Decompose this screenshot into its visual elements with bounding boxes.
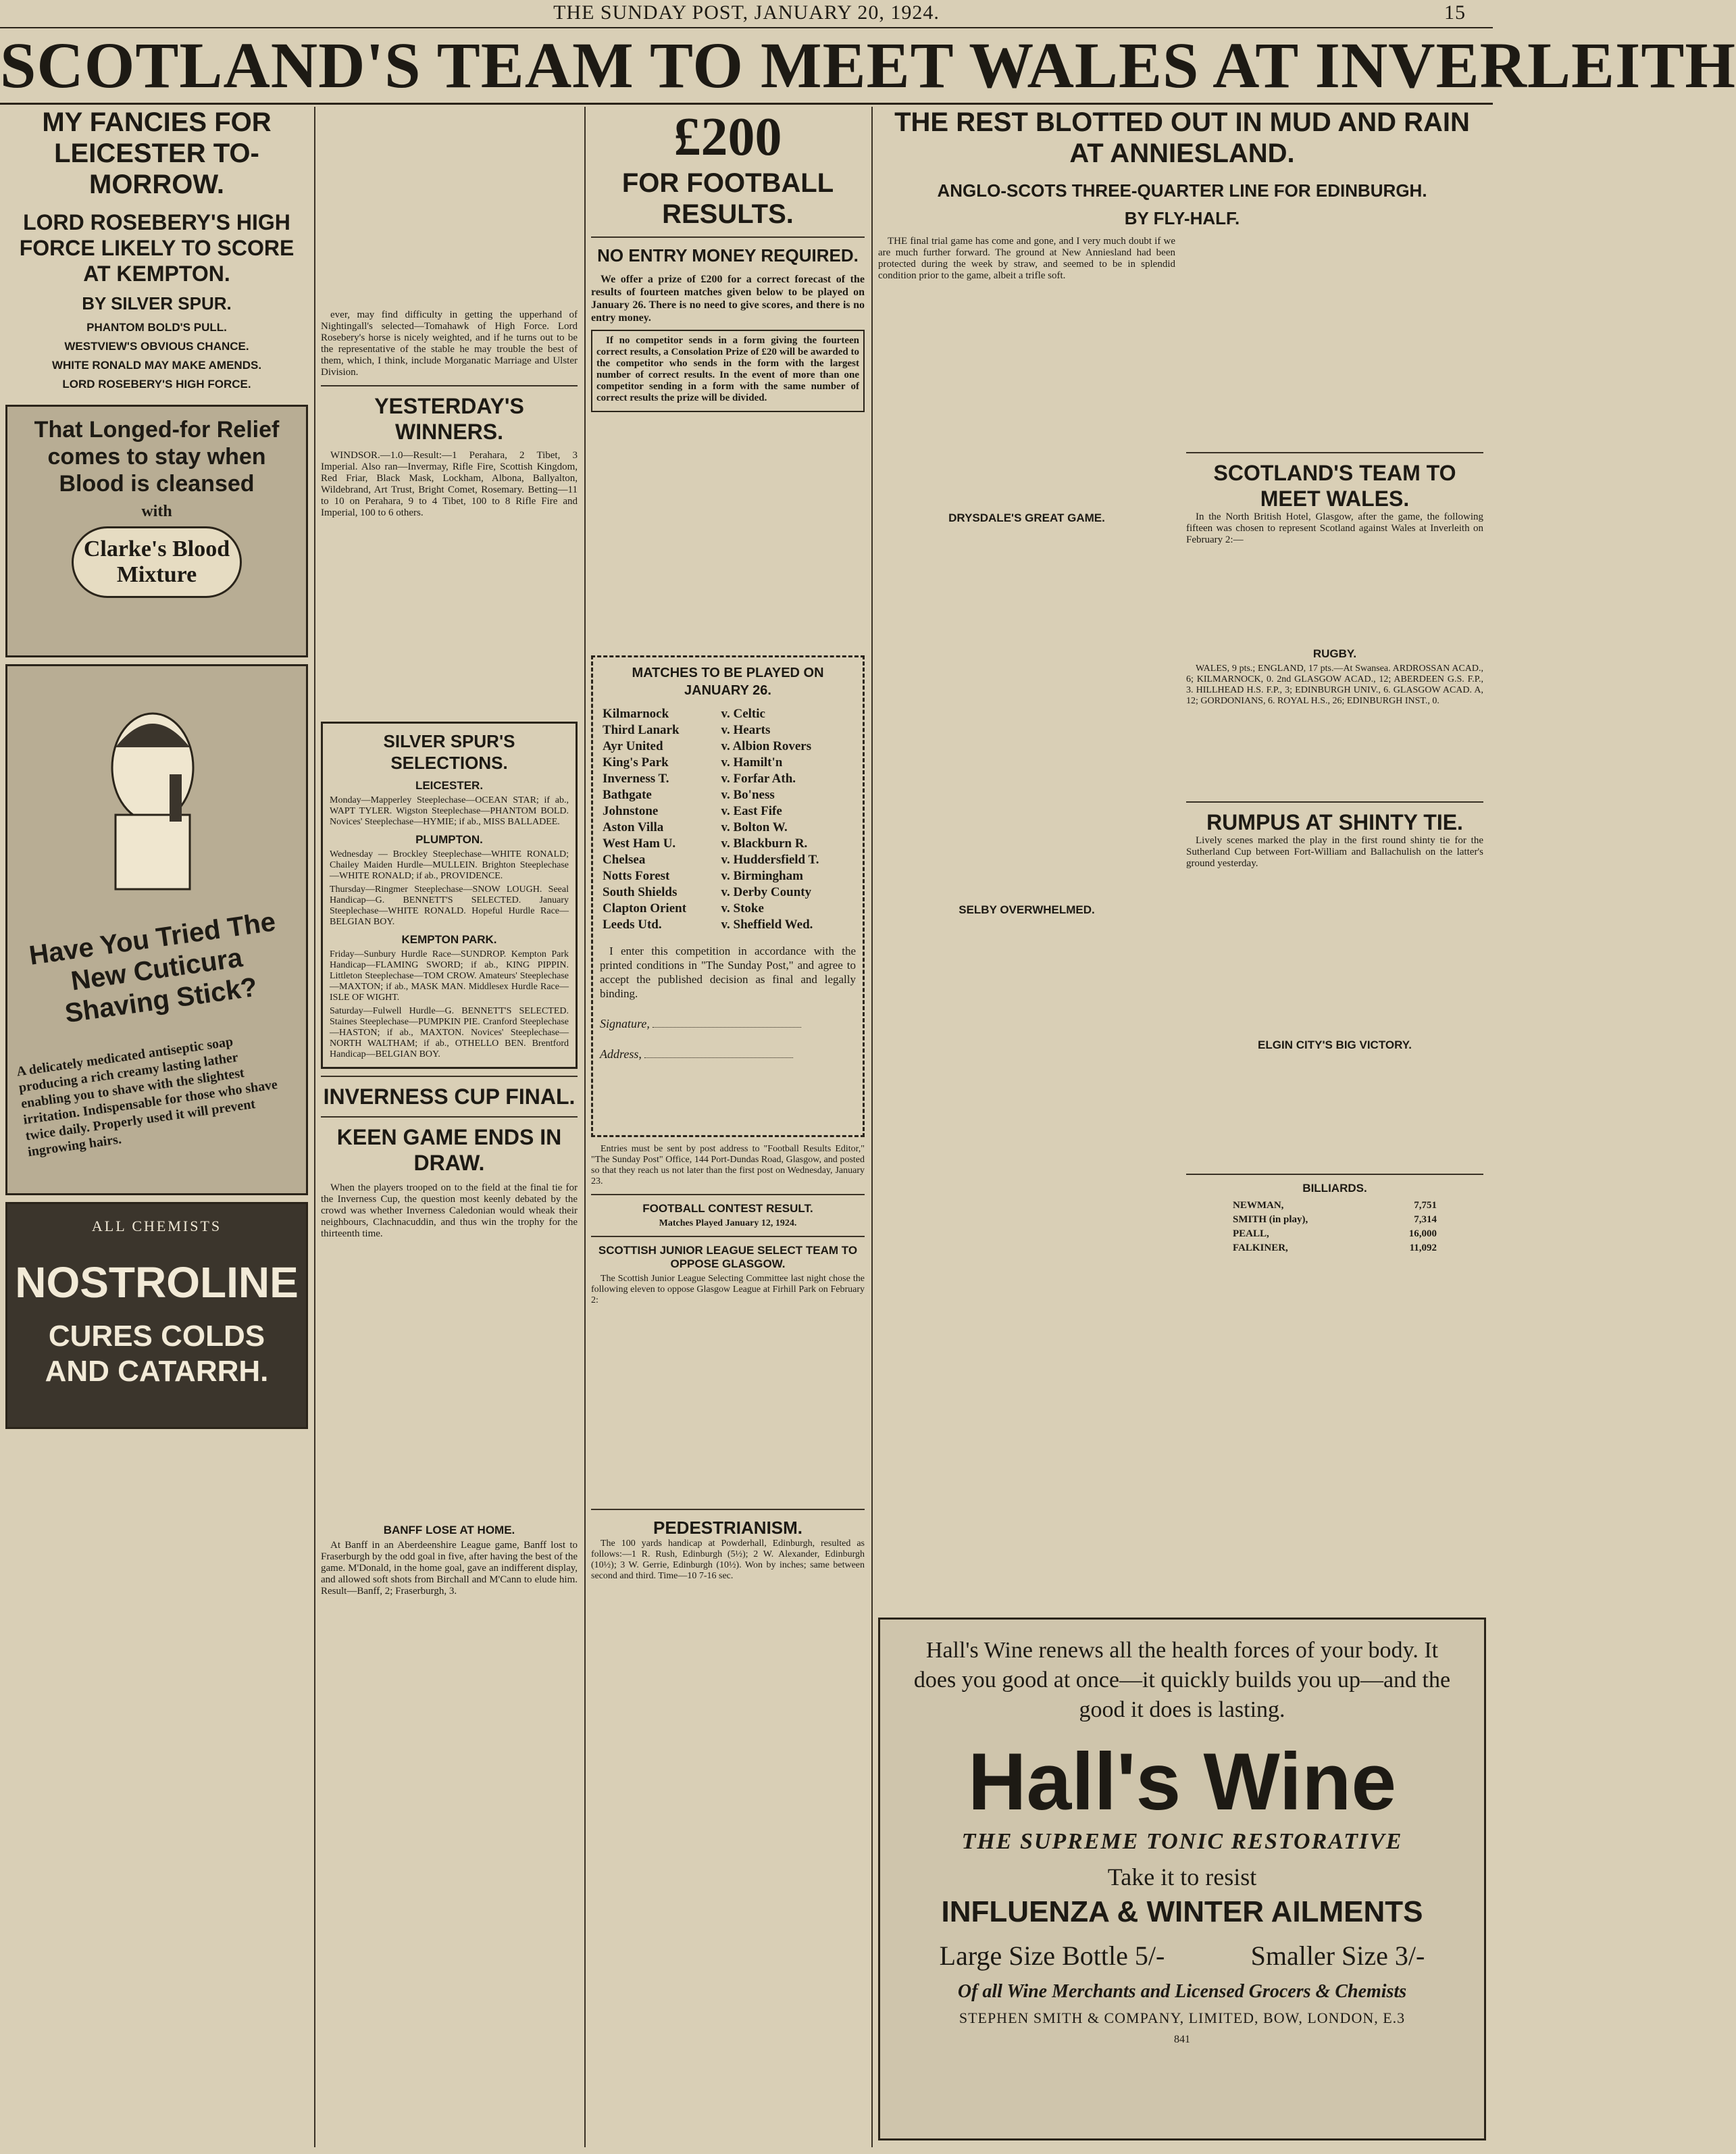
- home-team: Third Lanark: [603, 723, 680, 737]
- halls-wine-ailments: INFLUENZA & WINTER AILMENTS: [941, 1895, 1423, 1928]
- home-team: Clapton Orient: [603, 901, 687, 916]
- junior-select-title: SCOTTISH JUNIOR LEAGUE SELECT TEAM TO OPPOSE GLASGOW.: [598, 1244, 858, 1270]
- fixture-row: [600, 738, 856, 755]
- racing-subhead: LORD ROSEBERY'S HIGH FORCE LIKELY TO SCORE AT KEMPTON.: [19, 210, 295, 286]
- contest-result-sub: Matches Played January 12, 1924.: [659, 1218, 797, 1228]
- plumpton-label: PLUMPTON.: [415, 833, 483, 846]
- rugby-byline: BY FLY-HALF.: [1124, 208, 1240, 228]
- rugby-subhead: ANGLO-SCOTS THREE-QUARTER LINE FOR EDINBURGH.: [937, 180, 1427, 201]
- halls-wine-intro: Hall's Wine renews all the health forces of your body. It does you good at once—it quickly builds you up—and the good it does is lasting.: [913, 1638, 1451, 1722]
- home-team: West Ham U.: [603, 836, 676, 851]
- halls-wine-prices: [896, 1940, 1468, 1972]
- entries-note: [591, 1144, 865, 1187]
- divider: [1186, 801, 1483, 803]
- kempton-label: KEMPTON PARK.: [401, 933, 497, 946]
- banff-paragraph: At Banff in an Aberdeenshire League game, Banff lost to Fraserburgh by the odd goal in five, after having the best of the game. M'Donald, in the home goal, gave an indifferent display, and allowed soft shots from Birchall and M'Cann to elude him. Result—Banff, 2; Fraserburgh, 3.: [321, 1540, 578, 1597]
- player-name: FALKINER,: [1233, 1243, 1288, 1253]
- junior-select-body: [591, 1274, 865, 1306]
- cuticura-shaving-ad: [5, 664, 308, 1195]
- fixture-row: [600, 787, 856, 803]
- contest-result-title: FOOTBALL CONTEST RESULT.: [642, 1202, 813, 1215]
- shinty-body: [1186, 835, 1483, 870]
- racing-body-paragraph: ever, may find difficulty in getting the upperhand of Nightingall's selected—Tomahawk of High Force. Lord Rosebery's horse is nicely weighted, and if he turns out to be the representative of the stable he may trouble the best of them, which, I think, include Morganatic Marriage and Ulster Division.: [321, 309, 578, 378]
- column-racing: [5, 107, 308, 2147]
- white-ronald-subhead: WHITE RONALD MAY MAKE AMENDS.: [51, 359, 262, 372]
- windsor-results: WINDSOR.—1.0—Result:—1 Perahara, 2 Tibet, 3 Imperial. Also ran—Invermay, Rifle Fire, Scottish Kingdom, Red Friar, Black Mask, Lockham, Albona, Ballyalton, Wildebrand, Art Trust, Bright Comet, Rosemary. Betting—11 to 10 on Perahara, 9 to 4 Tibet, 100 to 8 Rifle Fire and Imperial, 100 to 6 others.: [321, 450, 578, 518]
- home-team: Ayr United: [603, 739, 663, 753]
- man-shaving-illustration: [88, 693, 217, 896]
- scotland-team-title: SCOTLAND'S TEAM TO MEET WALES.: [1213, 461, 1456, 511]
- scotland-team-paragraph: In the North British Hotel, Glasgow, after the game, the following fifteen was chosen to represent Scotland against Wales at Inverleith on February 2:—: [1186, 511, 1483, 545]
- divider: [591, 236, 865, 238]
- player-name: SMITH (in play),: [1233, 1214, 1308, 1225]
- signature-label: Signature,: [600, 1017, 650, 1030]
- divider: [321, 1076, 578, 1077]
- away-team: v. East Fife: [721, 804, 782, 818]
- entries-paragraph: Entries must be sent by post address to "Football Results Editor," "The Sunday Post" Office, 144 Port-Dundas Road, Glasgow, and posted so that they reach us not later than the first post on Wednesday, January 23.: [591, 1144, 865, 1186]
- home-team: Notts Forest: [603, 869, 670, 883]
- monday-selections: Monday—Mapperley Steeplechase—OCEAN STAR; if ab., WAPT TYLER. Wigston Steeplechase—PHANTOM BOLD. Novices' Steeplechase—HYMIE; if ab., MISS BALLADEE.: [330, 795, 569, 827]
- player-name: PEALL,: [1233, 1228, 1269, 1239]
- divider: [321, 385, 578, 386]
- yesterdays-winners-headline: YESTERDAY'S WINNERS.: [374, 394, 524, 444]
- saturday-selections: Saturday—Fulwell Hurdle—G. BENNETT'S SELECTED. Staines Steeplechase—PUMPKIN PIE. Cranford Steeplechase—HASTON; if ab., MAXTON. Novices' Steeplechase—NORTH WALTHAM; if ab., OTHELLO BEN. Brentford Handicap—BELGIAN BOY.: [330, 1006, 569, 1059]
- inverness-cup-subhead: KEEN GAME ENDS IN DRAW.: [336, 1125, 562, 1175]
- away-team: v. Hamilt'n: [721, 755, 783, 770]
- banner-headline: SCOTLAND'S TEAM TO MEET WALES AT INVERLEITH: [0, 28, 1493, 105]
- away-team: v. Blackburn R.: [721, 836, 808, 851]
- smaller-size-price: Smaller Size 3/-: [1250, 1940, 1425, 1971]
- column-results: [321, 107, 578, 2147]
- inverness-cup-body: [321, 1182, 578, 1240]
- yesterdays-winners-body: [321, 450, 578, 519]
- billiards-row: [1232, 1199, 1437, 1212]
- halls-wine-brand: Hall's Wine: [967, 1736, 1397, 1827]
- away-team: v. Bolton W.: [721, 820, 788, 834]
- rugby-results-body: [1186, 663, 1483, 707]
- home-team: Aston Villa: [603, 820, 664, 834]
- fixture-row: [600, 868, 856, 884]
- shinty-title: RUMPUS AT SHINTY TIE.: [1206, 810, 1463, 834]
- clarkes-blood-mixture-ad: [5, 405, 308, 657]
- halls-wine-merchants: Of all Wine Merchants and Licensed Grocers & Chemists: [957, 1981, 1407, 2002]
- billiards-title: BILLIARDS.: [1302, 1182, 1367, 1195]
- billiards-table: [1231, 1198, 1439, 1256]
- phantom-bold-subhead: PHANTOM BOLD'S PULL.: [86, 321, 227, 334]
- fixture-row: [600, 884, 856, 901]
- billiards-row: [1232, 1242, 1437, 1255]
- divider: [591, 1509, 865, 1510]
- prize-subhead: FOR FOOTBALL RESULTS.: [621, 168, 834, 229]
- shinty-paragraph: Lively scenes marked the play in the first round shinty tie for the Sutherland Cup between Fort-William and Ballachulish on the latter's ground yesterday.: [1186, 835, 1483, 869]
- consolation-prize: [591, 330, 865, 412]
- wednesday-selections: Wednesday — Brockley Steeplechase—WHITE RONALD; Chailey Maiden Hurdle—MULLEIN. Brighton Steeplechase—WHITE RONALD; if ab., PROVIDENCE.: [330, 849, 569, 881]
- pedestrianism-body: [591, 1538, 865, 1582]
- fixture-row: [600, 755, 856, 771]
- elgin-subhead: ELGIN CITY'S BIG VICTORY.: [1258, 1038, 1412, 1051]
- nostroline-ad-brand: NOSTROLINE: [15, 1258, 299, 1307]
- away-team: v. Celtic: [721, 707, 765, 721]
- away-team: v. Huddersfield T.: [721, 853, 819, 867]
- home-team: Chelsea: [603, 853, 646, 867]
- billiards-row: [1232, 1228, 1437, 1241]
- halls-wine-maker: STEPHEN SMITH & COMPANY, LIMITED, BOW, LONDON, E.3: [959, 2009, 1406, 2026]
- clarkes-ad-brand: Clarke's Blood Mixture: [72, 526, 242, 598]
- home-team: King's Park: [603, 755, 669, 770]
- masthead-title: THE SUNDAY POST, JANUARY 20, 1924.: [553, 1, 940, 24]
- selections-title: SILVER SPUR'S SELECTIONS.: [383, 731, 515, 773]
- thursday-selections: Thursday—Ringmer Steeplechase—SNOW LOUGH. Seeal Handicap—G. BENNETT'S SELECTED. January Steeplechase—WHITE RONALD. Hopeful Hurdle Race—BELGIAN BOY.: [330, 884, 569, 927]
- column-football-competition: [591, 107, 865, 2147]
- racing-continued-body: [321, 309, 578, 378]
- scotland-team-body: [1186, 511, 1483, 546]
- address-label: Address,: [600, 1047, 642, 1061]
- inverness-cup-paragraph: When the players trooped on to the field at the final tie for the Inverness Cup, the question most keenly debated by the crowd was whether Inverness Caledonian would wheak their neighbours, Clachnacuddin, and thus win the trophy for the thirteenth time.: [321, 1182, 578, 1239]
- home-team: South Shields: [603, 885, 678, 899]
- fixture-row: [600, 820, 856, 836]
- prize-headline: £200: [673, 107, 782, 167]
- halls-wine-take: Take it to resist: [1107, 1863, 1257, 1890]
- home-team: Inverness T.: [603, 772, 669, 786]
- halls-wine-ad: [878, 1618, 1486, 2140]
- rugby-left-column: [878, 236, 1175, 1256]
- away-team: v. Hearts: [721, 723, 771, 737]
- home-team: Leeds Utd.: [603, 918, 662, 932]
- racing-byline: BY SILVER SPUR.: [82, 293, 232, 314]
- inverness-cup-headline: INVERNESS CUP FINAL.: [323, 1084, 576, 1109]
- competition-intro: [591, 273, 865, 324]
- fixture-row: [600, 803, 856, 820]
- player-score: 7,751: [1414, 1200, 1437, 1211]
- fixture-row: [600, 771, 856, 787]
- banff-body: [321, 1540, 578, 1597]
- rugby-results-title: RUGBY.: [1312, 647, 1357, 660]
- away-team: v. Derby County: [721, 885, 812, 899]
- leicester-label: LEICESTER.: [415, 779, 484, 792]
- away-team: v. Bo'ness: [721, 788, 775, 802]
- home-team: Johnstone: [603, 804, 659, 818]
- divider: [591, 1194, 865, 1195]
- declaration-paragraph: I enter this competition in accordance with the printed conditions in "The Sunday Post," and agree to accept the published decision as final and legally binding.: [600, 945, 856, 1000]
- coupon-declaration: [600, 944, 856, 1001]
- away-team: v. Birmingham: [721, 869, 803, 883]
- clarkes-ad-with: with: [141, 503, 172, 520]
- masthead: [0, 0, 1493, 28]
- away-team: v. Sheffield Wed.: [721, 918, 813, 932]
- rugby-headline: THE REST BLOTTED OUT IN MUD AND RAIN AT ANNIESLAND.: [894, 107, 1470, 168]
- racing-headline: MY FANCIES FOR LEICESTER TO-MORROW.: [42, 107, 272, 199]
- no-entry-money-subhead: NO ENTRY MONEY REQUIRED.: [597, 245, 859, 266]
- coupon-box: [591, 655, 865, 1137]
- pedestrianism-paragraph: The 100 yards handicap at Powderhall, Edinburgh, resulted as follows:—1 R. Rush, Edinburgh (5½); 2 W. Alexander, Edinburgh (10½); 3 W. Gerrie, Edinburgh (10½). Won by inches; same between second and third. Time—10 7-16 sec.: [591, 1538, 865, 1581]
- fixture-row: [600, 836, 856, 852]
- page-number: 15: [1444, 1, 1466, 24]
- fixtures-table: [600, 706, 856, 933]
- divider: [591, 1236, 865, 1237]
- address-field[interactable]: [600, 1047, 856, 1128]
- coupon-title: MATCHES TO BE PLAYED ON JANUARY 26.: [632, 666, 824, 698]
- home-team: Bathgate: [603, 788, 652, 802]
- player-score: 7,314: [1414, 1214, 1437, 1225]
- nostroline-ad-top: ALL CHEMISTS: [91, 1218, 222, 1234]
- away-team: v. Stoke: [721, 901, 764, 916]
- consolation-paragraph: If no competitor sends in a form giving the fourteen correct results, a Consolation Prize of £20 will be awarded to the competitor who sends in the form with the largest number of correct results. In the event of more than one competitor sending in a form with the same number of correct results the prize will be divided.: [596, 335, 859, 403]
- signature-field[interactable]: [600, 1017, 856, 1031]
- junior-paragraph: The Scottish Junior League Selecting Committee last night chose the following eleven to oppose Glasgow League at Firhill Park on February 2:: [591, 1274, 865, 1305]
- clarkes-ad-text: That Longed-for Relief comes to stay when Blood is cleansed: [34, 417, 280, 497]
- competition-intro-paragraph: We offer a prize of £200 for a correct forecast of the results of fourteen matches given below to be played on January 26. There is no need to give scores, and there is no entry money.: [591, 274, 865, 324]
- column-rule: [314, 107, 315, 2147]
- selby-subhead: SELBY OVERWHELMED.: [959, 903, 1095, 916]
- player-score: 16,000: [1408, 1228, 1437, 1239]
- selections-box: [321, 722, 578, 1069]
- player-score: 11,092: [1409, 1243, 1437, 1253]
- westview-subhead: WESTVIEW'S OBVIOUS CHANCE.: [64, 340, 249, 353]
- banff-subhead: BANFF LOSE AT HOME.: [383, 1524, 515, 1536]
- cuticura-ad-headline: Have You Tried The New Cuticura Shaving Stick?: [27, 907, 278, 1029]
- halls-wine-code: 841: [1174, 2034, 1190, 2045]
- fixture-row: [600, 917, 856, 933]
- drysdale-subhead: DRYSDALE'S GREAT GAME.: [948, 511, 1105, 524]
- nostroline-ad-line: CURES COLDS AND CATARRH.: [45, 1320, 269, 1388]
- rugby-two-columns: [878, 236, 1486, 1256]
- player-name: NEWMAN,: [1233, 1200, 1284, 1211]
- fixture-row: [600, 852, 856, 868]
- fixture-row: [600, 706, 856, 722]
- away-team: v. Forfar Ath.: [721, 772, 796, 786]
- fixture-row: [600, 901, 856, 917]
- rugby-right-column: [1186, 236, 1483, 1256]
- rugby-paragraph: THE final trial game has come and gone, and I very much doubt if we are much further forward. The ground at New Anniesland had been protected during the week by straw, and seemed to be in splendid condition prior to the game, albeit a trifle soft.: [878, 236, 1175, 281]
- divider: [321, 1116, 578, 1118]
- cuticura-ad-text: A delicately medicated antiseptic soap producing a rich creamy lasting lather enabling you to shave with the slightest irritation. Indispensable for those who shave twice daily. Properly used it will prevent ingrowing hairs.: [16, 1034, 279, 1160]
- billiards-row: [1232, 1213, 1437, 1226]
- rugby-body: [878, 236, 1175, 282]
- rugby-results-paragraph: WALES, 9 pts.; ENGLAND, 17 pts.—At Swansea. ARDROSSAN ACAD., 6; KILMARNOCK, 0. 2nd GLASGOW ACAD., 12; ABERDEEN G.S. F.P., 3. HILLHEAD H.S. F.P., 3; EDINBURGH UNIV., 6. GLASGOW ACAD. A, 12; GORDONIANS, 6. ROYAL H.S., 26; EDINBURGH INST., 0.: [1186, 663, 1483, 706]
- large-size-price: Large Size Bottle 5/-: [939, 1940, 1165, 1971]
- halls-wine-tagline: THE SUPREME TONIC RESTORATIVE: [961, 1829, 1403, 1854]
- column-rule: [871, 107, 873, 2147]
- divider: [1186, 1174, 1483, 1175]
- fixture-row: [600, 722, 856, 738]
- home-team: Kilmarnock: [603, 707, 669, 721]
- column-rule: [584, 107, 586, 2147]
- away-team: v. Albion Rovers: [721, 739, 812, 753]
- divider: [1186, 452, 1483, 453]
- column-rugby: [878, 107, 1486, 2147]
- high-force-subhead: LORD ROSEBERY'S HIGH FORCE.: [62, 378, 251, 391]
- friday-selections: Friday—Sunbury Hurdle Race—SUNDROP. Kempton Park Handicap—FLAMING SWORD; if ab., KING PIPPIN. Littleton Steeplechase—TOM CROW. Amateurs' Steeplechase—MAXTON; if ab., MASK MAN. Middlesex Hurdle Race—ISLE OF WIGHT.: [330, 949, 569, 1003]
- pedestrianism-title: PEDESTRIANISM.: [653, 1518, 803, 1538]
- nostroline-ad: [5, 1202, 308, 1429]
